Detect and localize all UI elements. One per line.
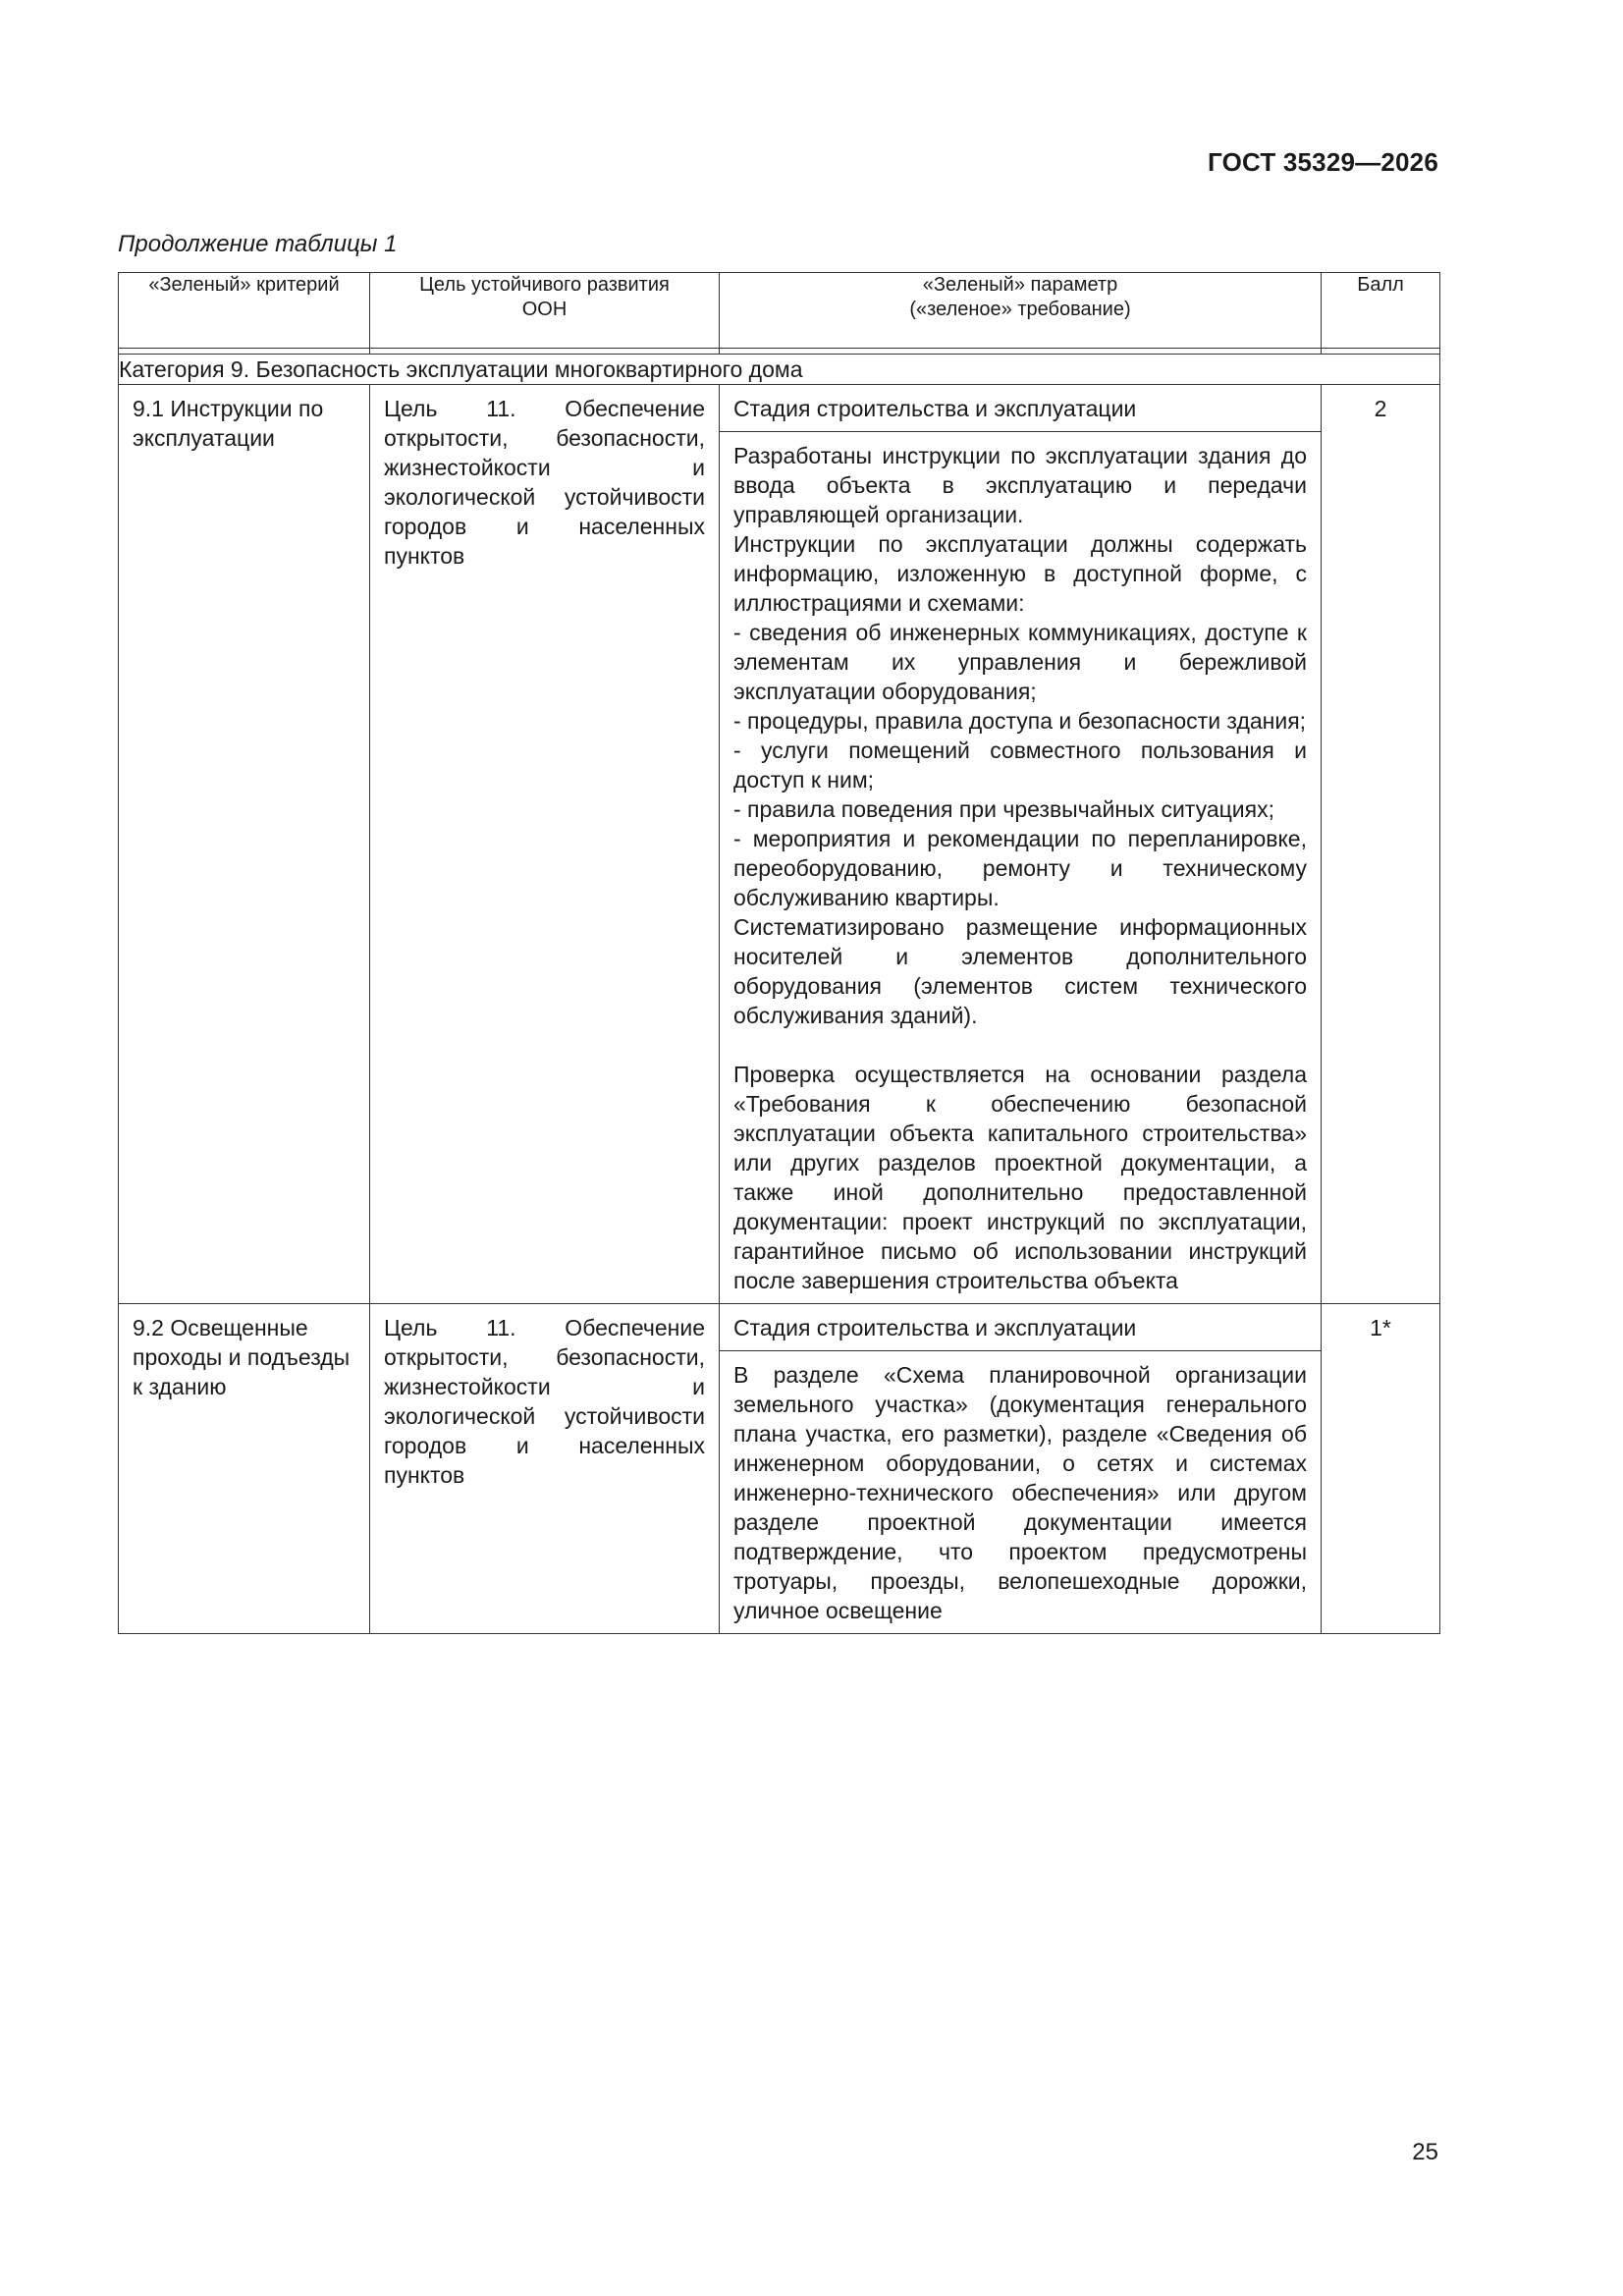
criterion-cell: 9.1 Инструкции по эксплуатации [119, 385, 370, 1304]
requirement-paragraph: Инструкции по эксплуатации должны содержать информацию, изложенную в доступной форме, с иллюстрациями и схемами: [733, 531, 1307, 616]
parameter-cell [720, 1304, 1322, 1634]
criterion-cell: 9.2 Освещенные проходы и подъезды к зданию [119, 1304, 370, 1634]
table-row [119, 1304, 1440, 1634]
stage-label: Стадия строительства и эксплуатации [720, 1304, 1321, 1351]
column-header-score: Балл [1322, 273, 1440, 349]
table-continuation-caption: Продолжение таблицы 1 [118, 231, 398, 257]
table-header-row [119, 273, 1440, 349]
paragraph-gap [733, 1030, 1307, 1060]
requirement-paragraph: Разработаны инструкции по эксплуатации здания до ввода объекта в эксплуатацию и передачи управляющей организации. [733, 443, 1307, 527]
standard-number: ГОСТ 35329—2026 [1208, 147, 1438, 177]
score-cell: 1* [1322, 1304, 1440, 1634]
column-header-goal-line2: ООН [521, 299, 568, 320]
category-row [119, 355, 1440, 385]
requirement-text [720, 432, 1321, 1303]
requirement-list-item: - правила поведения при чрезвычайных ситуациях; [733, 796, 1274, 822]
column-header-parameter-line2: («зеленое» требование) [909, 299, 1131, 320]
category-title: Категория 9. Безопасность эксплуатации многоквартирного дома [119, 355, 1440, 385]
page-number: 25 [1412, 2139, 1438, 2165]
requirement-text: В разделе «Схема планировочной организации земельного участка» (документация генерального плана участка, его разметки), разделе «Сведения об инженерном оборудовании, о сетях и системах инженерно-технического обеспечения» или другом разделе проектной документации имеется подтверждение, что проектом предусмотрены тротуары, проезды, велопешеходные дорожки, уличное освещение [733, 1362, 1307, 1623]
goal-cell: Цель 11. Обеспечение открытости, безопасности, жизнестойкости и экологической устойчивости городов и населенных пунктов [370, 1304, 720, 1634]
column-header-parameter-line1: «Зеленый» параметр [922, 274, 1118, 296]
requirement-list-item: - сведения об инженерных коммуникациях, доступе к элементам их управления и бережливой эксплуатации оборудования; [733, 620, 1307, 704]
requirement-list-item: - услуги помещений совместного пользования и доступ к ним; [733, 738, 1307, 793]
requirement-list-item: - процедуры, правила доступа и безопасности здания; [733, 708, 1307, 734]
stage-label: Стадия строительства и эксплуатации [720, 385, 1321, 432]
verification-text: Проверка осуществляется на основании раздела «Требования к обеспечению безопасной эксплуатации объекта капитального строительства» или других разделов проектной документации, а также иной дополнительно предоставленной документации: проект инструкций по эксплуатации, гарантийное письмо об использовании инструкций после завершения строительства объекта [733, 1062, 1307, 1293]
requirement-paragraph: Систематизировано размещение информационных носителей и элементов дополнительного оборудования (элементов систем технического обслуживания зданий). [733, 914, 1307, 1028]
column-header-parameter [720, 273, 1322, 349]
requirement-list-item: - мероприятия и рекомендации по перепланировке, переоборудованию, ремонту и техническому обслуживанию квартиры. [733, 826, 1307, 910]
goal-cell: Цель 11. Обеспечение открытости, безопасности, жизнестойкости и экологической устойчивости городов и населенных пунктов [370, 385, 720, 1304]
criteria-table [118, 272, 1440, 1634]
column-header-goal-line1: Цель устойчивого развития [419, 274, 670, 296]
parameter-cell [720, 385, 1322, 1304]
score-cell: 2 [1322, 385, 1440, 1304]
column-header-goal [370, 273, 720, 349]
table-row [119, 385, 1440, 1304]
column-header-criterion: «Зеленый» критерий [119, 273, 370, 349]
